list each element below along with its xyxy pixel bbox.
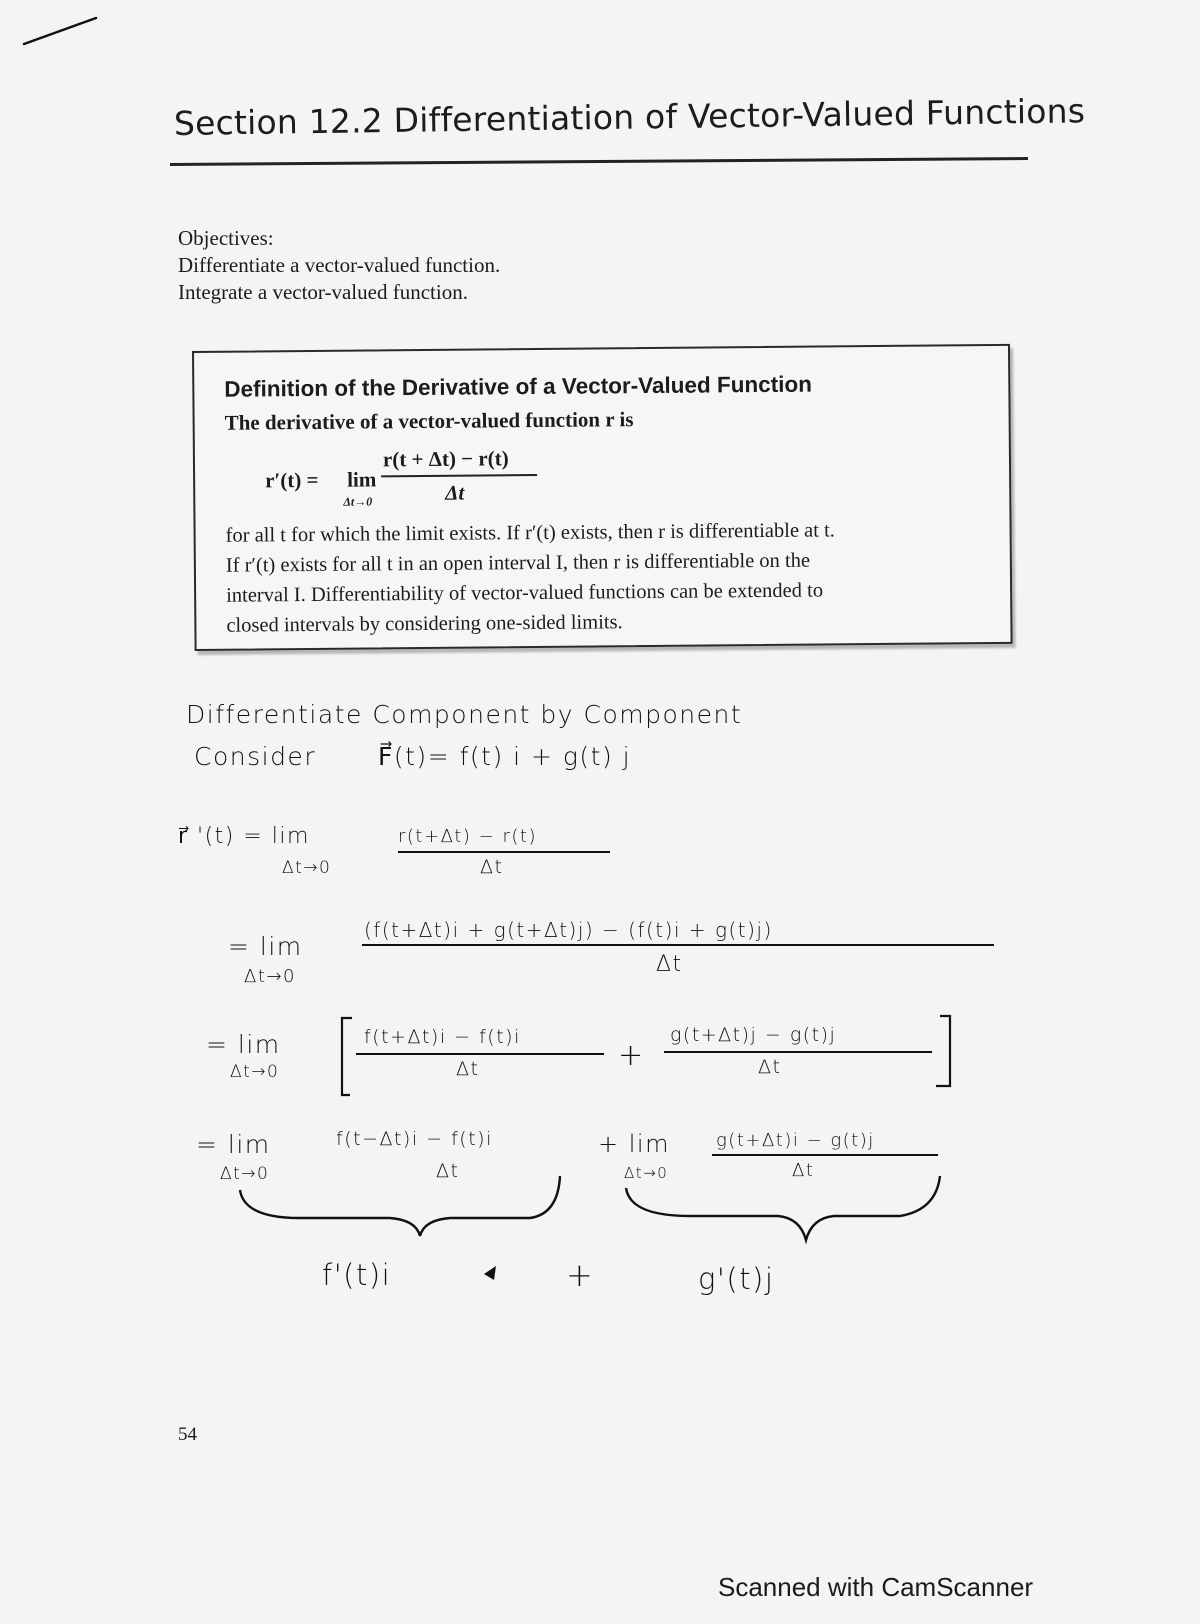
step1-sub: Δt→0 — [282, 858, 332, 878]
step3-sub: Δt→0 — [230, 1062, 280, 1082]
definition-line: interval I. Differentiability of vector-valued functions can be extended to — [226, 579, 824, 607]
result-f-prime: f'(t)i — [322, 1258, 392, 1292]
step4-numerator-g: g(t+Δt)i − g(t)j — [716, 1130, 875, 1151]
objectives-heading: Objectives: — [178, 226, 274, 250]
objective-item: Integrate a vector-valued function. — [178, 280, 468, 304]
title-underline — [170, 157, 1028, 166]
step3-numerator-f: f(t+Δt)i − f(t)i — [364, 1026, 521, 1048]
step3-fraction-bar-g — [664, 1051, 932, 1053]
formula-lim-subscript: Δt→0 — [343, 494, 373, 509]
step3-denominator-f: Δt — [456, 1058, 480, 1080]
step4-numerator-f: f(t−Δt)i − f(t)i — [336, 1128, 493, 1150]
result-g-prime: g'(t)j — [698, 1262, 775, 1296]
handwritten-heading: Differentiate Component by Component — [186, 700, 743, 729]
scanner-watermark: Scanned with CamScanner — [718, 1572, 1034, 1602]
page-title: Section 12.2 Differentiation of Vector-Valued Functions — [173, 91, 1086, 143]
step4-sub2: Δt→0 — [624, 1164, 669, 1182]
step3-numerator-g: g(t+Δt)j − g(t)j — [670, 1024, 837, 1046]
definition-heading: Definition of the Derivative of a Vector-Valued Function — [224, 371, 813, 402]
step4-plus-lim: + lim — [598, 1130, 670, 1158]
definition-line: for all t for which the limit exists. If r′(t) exists, then r is differentiable at t. — [225, 519, 835, 547]
formula-lim: lim — [347, 467, 377, 492]
step2-fraction-bar — [362, 944, 994, 946]
consider-label: Consider — [194, 742, 317, 771]
page-number: 54 — [178, 1424, 197, 1445]
step3-fraction-bar-f — [356, 1053, 604, 1055]
result-plus: + — [566, 1256, 595, 1294]
step1-numerator: r(t+Δt) − r(t) — [398, 826, 537, 847]
step4-lhs: = lim — [196, 1130, 271, 1159]
step4-sub: Δt→0 — [220, 1164, 270, 1184]
formula-denominator: Δt — [445, 480, 465, 505]
objective-item: Differentiate a vector-valued function. — [178, 253, 501, 277]
pen-stroke-mark — [22, 12, 102, 52]
formula-lhs: r′(t) = — [265, 467, 319, 493]
step2-sub: Δt→0 — [244, 966, 296, 987]
step3-lhs: = lim — [206, 1030, 281, 1059]
step1-denominator: Δt — [480, 856, 504, 878]
derivative-formula — [265, 446, 509, 509]
step1-fraction-bar — [398, 851, 610, 853]
step4-denominator-g: Δt — [792, 1160, 815, 1181]
step2-denominator: Δt — [656, 952, 683, 977]
step4-fraction-bar-g — [712, 1154, 938, 1156]
objectives-block — [178, 225, 500, 306]
definition-intro: The derivative of a vector-valued function r is — [224, 407, 634, 435]
consider-expression: F⃗(t)= f(t) i + g(t) j — [378, 742, 632, 771]
step1-lhs: r⃗ '(t) = lim — [178, 824, 310, 849]
step2-numerator: (f(t+Δt)i + g(t+Δt)j) − (f(t)i + g(t)j) — [364, 918, 773, 942]
step2-lhs: = lim — [228, 932, 303, 961]
formula-fraction-bar — [381, 474, 537, 477]
definition-box — [192, 344, 1013, 651]
step3-plus: + — [618, 1038, 645, 1073]
formula-numerator: r(t + Δt) − r(t) — [382, 446, 509, 472]
step3-denominator-g: Δt — [758, 1056, 782, 1078]
step4-denominator-f: Δt — [436, 1160, 460, 1182]
definition-line: closed intervals by considering one-sided limits. — [226, 611, 623, 637]
definition-body — [225, 514, 1006, 641]
definition-line: If r′(t) exists for all t in an open interval I, then r is differentiable on the — [225, 549, 811, 577]
